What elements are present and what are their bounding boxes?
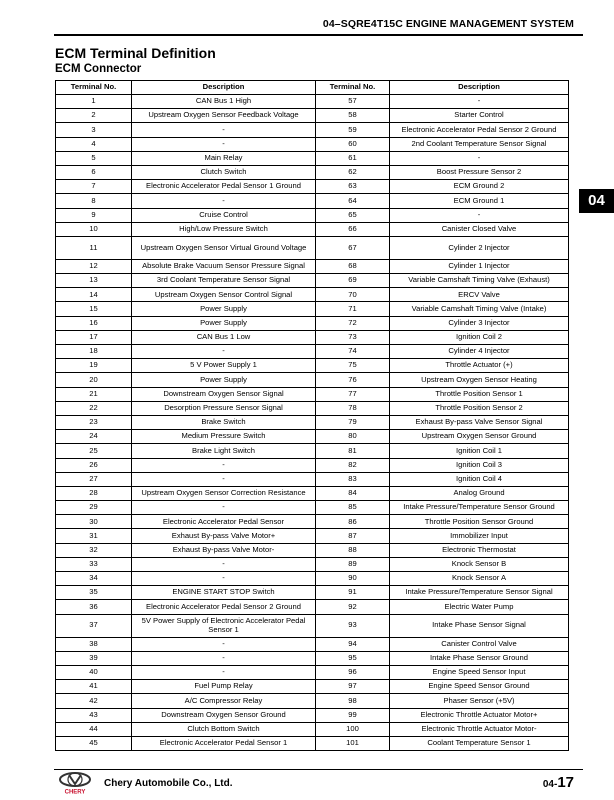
table-row xyxy=(56,137,569,151)
terminal-number-cell: 43 xyxy=(56,708,132,722)
table-row xyxy=(56,345,569,359)
description-cell: Intake Pressure/Temperature Sensor Signal xyxy=(390,586,569,600)
terminal-number-cell: 71 xyxy=(316,302,390,316)
terminal-number-cell: 68 xyxy=(316,259,390,273)
terminal-number-cell: 38 xyxy=(56,637,132,651)
terminal-number-cell: 66 xyxy=(316,222,390,236)
running-header: 04–SQRE4T15C ENGINE MANAGEMENT SYSTEM xyxy=(322,18,574,30)
description-cell: Exhaust By-pass Valve Motor+ xyxy=(132,529,316,543)
table-row xyxy=(56,373,569,387)
description-cell: Medium Pressure Switch xyxy=(132,430,316,444)
description-cell: Variable Camshaft Timing Valve (Exhaust) xyxy=(390,274,569,288)
table-row xyxy=(56,637,569,651)
terminal-number-cell: 32 xyxy=(56,543,132,557)
terminal-number-cell: 10 xyxy=(56,222,132,236)
terminal-number-cell: 18 xyxy=(56,345,132,359)
terminal-number-cell: 74 xyxy=(316,345,390,359)
terminal-number-cell: 30 xyxy=(56,515,132,529)
terminal-number-cell: 34 xyxy=(56,572,132,586)
description-cell: - xyxy=(132,123,316,137)
description-cell: ECM Ground 1 xyxy=(390,194,569,208)
description-cell: Upstream Oxygen Sensor Ground xyxy=(390,430,569,444)
terminal-number-cell: 61 xyxy=(316,151,390,165)
description-cell: - xyxy=(390,208,569,222)
terminal-number-cell: 13 xyxy=(56,274,132,288)
description-cell: Electronic Accelerator Pedal Sensor 1 xyxy=(132,736,316,750)
table-row xyxy=(56,586,569,600)
description-cell: Phaser Sensor (+5V) xyxy=(390,694,569,708)
description-cell: ENGINE START STOP Switch xyxy=(132,586,316,600)
description-cell: Upstream Oxygen Sensor Heating xyxy=(390,373,569,387)
description-cell: Fuel Pump Relay xyxy=(132,680,316,694)
table-row xyxy=(56,288,569,302)
terminal-number-cell: 24 xyxy=(56,430,132,444)
terminal-number-cell: 31 xyxy=(56,529,132,543)
description-cell: Canister Control Valve xyxy=(390,637,569,651)
table-row xyxy=(56,472,569,486)
terminal-number-cell: 58 xyxy=(316,109,390,123)
terminal-number-cell: 6 xyxy=(56,165,132,179)
terminal-number-cell: 15 xyxy=(56,302,132,316)
terminal-number-cell: 26 xyxy=(56,458,132,472)
description-cell: - xyxy=(390,95,569,109)
description-cell: Exhaust By-pass Valve Motor- xyxy=(132,543,316,557)
terminal-number-cell: 28 xyxy=(56,486,132,500)
table-row xyxy=(56,614,569,637)
terminal-number-cell: 95 xyxy=(316,651,390,665)
header-rule xyxy=(54,34,583,36)
terminal-number-cell: 21 xyxy=(56,387,132,401)
description-cell: Ignition Coil 3 xyxy=(390,458,569,472)
description-cell: Starter Control xyxy=(390,109,569,123)
terminal-number-cell: 27 xyxy=(56,472,132,486)
description-cell: Electronic Accelerator Pedal Sensor xyxy=(132,515,316,529)
terminal-number-cell: 94 xyxy=(316,637,390,651)
description-cell: Electronic Throttle Actuator Motor+ xyxy=(390,708,569,722)
ecm-terminal-table xyxy=(55,80,569,751)
terminal-number-cell: 14 xyxy=(56,288,132,302)
description-cell: - xyxy=(132,557,316,571)
description-cell: Cylinder 4 Injector xyxy=(390,345,569,359)
table-header-row xyxy=(56,81,569,95)
terminal-number-cell: 19 xyxy=(56,359,132,373)
column-header: Description xyxy=(132,81,316,95)
table-row xyxy=(56,501,569,515)
description-cell: Power Supply xyxy=(132,302,316,316)
terminal-number-cell: 77 xyxy=(316,387,390,401)
description-cell: Analog Ground xyxy=(390,486,569,500)
description-cell: 3rd Coolant Temperature Sensor Signal xyxy=(132,274,316,288)
terminal-number-cell: 83 xyxy=(316,472,390,486)
terminal-number-cell: 8 xyxy=(56,194,132,208)
terminal-number-cell: 97 xyxy=(316,680,390,694)
terminal-number-cell: 35 xyxy=(56,586,132,600)
terminal-number-cell: 72 xyxy=(316,316,390,330)
section-subtitle: ECM Connector xyxy=(55,63,142,75)
table-row xyxy=(56,572,569,586)
description-cell: Ignition Coil 1 xyxy=(390,444,569,458)
description-cell: Upstream Oxygen Sensor Correction Resistance xyxy=(132,486,316,500)
terminal-number-cell: 88 xyxy=(316,543,390,557)
table-row xyxy=(56,430,569,444)
description-cell: Throttle Position Sensor 2 xyxy=(390,401,569,415)
table-body xyxy=(56,95,569,751)
terminal-number-cell: 63 xyxy=(316,180,390,194)
company-name: Chery Automobile Co., Ltd. xyxy=(104,778,233,789)
description-cell: Electronic Accelerator Pedal Sensor 2 Ground xyxy=(390,123,569,137)
table-row xyxy=(56,165,569,179)
terminal-number-cell: 65 xyxy=(316,208,390,222)
description-cell: Upstream Oxygen Sensor Control Signal xyxy=(132,288,316,302)
terminal-number-cell: 75 xyxy=(316,359,390,373)
description-cell: - xyxy=(132,572,316,586)
table-row xyxy=(56,330,569,344)
description-cell: Electronic Throttle Actuator Motor- xyxy=(390,722,569,736)
column-header: Terminal No. xyxy=(56,81,132,95)
table-row xyxy=(56,515,569,529)
table-row xyxy=(56,274,569,288)
table-row xyxy=(56,708,569,722)
terminal-number-cell: 64 xyxy=(316,194,390,208)
description-cell: Electronic Thermostat xyxy=(390,543,569,557)
terminal-number-cell: 76 xyxy=(316,373,390,387)
description-cell: Canister Closed Valve xyxy=(390,222,569,236)
terminal-number-cell: 73 xyxy=(316,330,390,344)
description-cell: Intake Pressure/Temperature Sensor Ground xyxy=(390,501,569,515)
table-row xyxy=(56,302,569,316)
terminal-number-cell: 4 xyxy=(56,137,132,151)
terminal-number-cell: 37 xyxy=(56,614,132,637)
description-cell: - xyxy=(132,458,316,472)
terminal-number-cell: 86 xyxy=(316,515,390,529)
table-row xyxy=(56,600,569,614)
terminal-number-cell: 57 xyxy=(316,95,390,109)
terminal-number-cell: 2 xyxy=(56,109,132,123)
description-cell: Engine Speed Sensor Input xyxy=(390,665,569,679)
terminal-number-cell: 39 xyxy=(56,651,132,665)
description-cell: 2nd Coolant Temperature Sensor Signal xyxy=(390,137,569,151)
table-row xyxy=(56,236,569,259)
terminal-number-cell: 1 xyxy=(56,95,132,109)
table-row xyxy=(56,109,569,123)
description-cell: Variable Camshaft Timing Valve (Intake) xyxy=(390,302,569,316)
column-header: Terminal No. xyxy=(316,81,390,95)
table-row xyxy=(56,694,569,708)
description-cell: Downstream Oxygen Sensor Signal xyxy=(132,387,316,401)
table-row xyxy=(56,387,569,401)
terminal-number-cell: 3 xyxy=(56,123,132,137)
description-cell: Throttle Position Sensor Ground xyxy=(390,515,569,529)
terminal-number-cell: 60 xyxy=(316,137,390,151)
description-cell: Ignition Coil 4 xyxy=(390,472,569,486)
description-cell: Ignition Coil 2 xyxy=(390,330,569,344)
table-row xyxy=(56,529,569,543)
terminal-number-cell: 29 xyxy=(56,501,132,515)
terminal-number-cell: 44 xyxy=(56,722,132,736)
description-cell: Absolute Brake Vacuum Sensor Pressure Signal xyxy=(132,259,316,273)
terminal-number-cell: 11 xyxy=(56,236,132,259)
table-row xyxy=(56,194,569,208)
table-row xyxy=(56,444,569,458)
table-row xyxy=(56,543,569,557)
terminal-number-cell: 100 xyxy=(316,722,390,736)
terminal-number-cell: 67 xyxy=(316,236,390,259)
terminal-number-cell: 98 xyxy=(316,694,390,708)
terminal-number-cell: 25 xyxy=(56,444,132,458)
table-row xyxy=(56,222,569,236)
description-cell: Intake Phase Sensor Signal xyxy=(390,614,569,637)
description-cell: - xyxy=(390,151,569,165)
terminal-number-cell: 9 xyxy=(56,208,132,222)
description-cell: Main Relay xyxy=(132,151,316,165)
description-cell: Brake Light Switch xyxy=(132,444,316,458)
terminal-number-cell: 42 xyxy=(56,694,132,708)
description-cell: Power Supply xyxy=(132,316,316,330)
chery-logo-icon xyxy=(57,771,93,795)
description-cell: Electronic Accelerator Pedal Sensor 2 Ground xyxy=(132,600,316,614)
description-cell: Clutch Switch xyxy=(132,165,316,179)
description-cell: Cylinder 2 Injector xyxy=(390,236,569,259)
description-cell: - xyxy=(132,194,316,208)
description-cell: Upstream Oxygen Sensor Feedback Voltage xyxy=(132,109,316,123)
terminal-number-cell: 45 xyxy=(56,736,132,750)
terminal-number-cell: 36 xyxy=(56,600,132,614)
description-cell: Upstream Oxygen Sensor Virtual Ground Voltage xyxy=(132,236,316,259)
description-cell: Cruise Control xyxy=(132,208,316,222)
description-cell: Power Supply xyxy=(132,373,316,387)
terminal-number-cell: 22 xyxy=(56,401,132,415)
description-cell: Immobilizer Input xyxy=(390,529,569,543)
description-cell: Desorption Pressure Sensor Signal xyxy=(132,401,316,415)
terminal-number-cell: 20 xyxy=(56,373,132,387)
terminal-number-cell: 80 xyxy=(316,430,390,444)
terminal-number-cell: 78 xyxy=(316,401,390,415)
description-cell: Cylinder 3 Injector xyxy=(390,316,569,330)
terminal-number-cell: 23 xyxy=(56,415,132,429)
terminal-number-cell: 7 xyxy=(56,180,132,194)
table-row xyxy=(56,458,569,472)
description-cell: 5 V Power Supply 1 xyxy=(132,359,316,373)
table-row xyxy=(56,151,569,165)
terminal-number-cell: 84 xyxy=(316,486,390,500)
description-cell: - xyxy=(132,651,316,665)
description-cell: Cylinder 1 Injector xyxy=(390,259,569,273)
terminal-number-cell: 99 xyxy=(316,708,390,722)
footer-rule xyxy=(54,769,583,770)
table-row xyxy=(56,95,569,109)
description-cell: Knock Sensor A xyxy=(390,572,569,586)
terminal-number-cell: 96 xyxy=(316,665,390,679)
table-row xyxy=(56,180,569,194)
table-row xyxy=(56,259,569,273)
terminal-number-cell: 93 xyxy=(316,614,390,637)
terminal-number-cell: 59 xyxy=(316,123,390,137)
table-row xyxy=(56,208,569,222)
description-cell: High/Low Pressure Switch xyxy=(132,222,316,236)
description-cell: Downstream Oxygen Sensor Ground xyxy=(132,708,316,722)
terminal-number-cell: 82 xyxy=(316,458,390,472)
terminal-number-cell: 79 xyxy=(316,415,390,429)
table-row xyxy=(56,722,569,736)
terminal-number-cell: 62 xyxy=(316,165,390,179)
description-cell: 5V Power Supply of Electronic Accelerator Pedal Sensor 1 xyxy=(132,614,316,637)
section-title: ECM Terminal Definition xyxy=(55,45,216,61)
description-cell: Intake Phase Sensor Ground xyxy=(390,651,569,665)
terminal-number-cell: 89 xyxy=(316,557,390,571)
terminal-number-cell: 16 xyxy=(56,316,132,330)
table-row xyxy=(56,651,569,665)
table-row xyxy=(56,680,569,694)
table-row xyxy=(56,557,569,571)
description-cell: - xyxy=(132,665,316,679)
terminal-number-cell: 85 xyxy=(316,501,390,515)
terminal-number-cell: 17 xyxy=(56,330,132,344)
description-cell: Boost Pressure Sensor 2 xyxy=(390,165,569,179)
terminal-number-cell: 90 xyxy=(316,572,390,586)
description-cell: Knock Sensor B xyxy=(390,557,569,571)
table-row xyxy=(56,415,569,429)
description-cell: Electronic Accelerator Pedal Sensor 1 Ground xyxy=(132,180,316,194)
description-cell: - xyxy=(132,637,316,651)
description-cell: Electric Water Pump xyxy=(390,600,569,614)
terminal-number-cell: 87 xyxy=(316,529,390,543)
description-cell: Throttle Actuator (+) xyxy=(390,359,569,373)
table-row xyxy=(56,359,569,373)
description-cell: - xyxy=(132,472,316,486)
description-cell: A/C Compressor Relay xyxy=(132,694,316,708)
terminal-number-cell: 40 xyxy=(56,665,132,679)
description-cell: Clutch Bottom Switch xyxy=(132,722,316,736)
description-cell: Throttle Position Sensor 1 xyxy=(390,387,569,401)
description-cell: - xyxy=(132,345,316,359)
terminal-number-cell: 101 xyxy=(316,736,390,750)
description-cell: - xyxy=(132,501,316,515)
terminal-number-cell: 12 xyxy=(56,259,132,273)
chapter-tab: 04 xyxy=(579,189,614,213)
terminal-number-cell: 33 xyxy=(56,557,132,571)
terminal-number-cell: 69 xyxy=(316,274,390,288)
description-cell: - xyxy=(132,137,316,151)
description-cell: Brake Switch xyxy=(132,415,316,429)
terminal-number-cell: 70 xyxy=(316,288,390,302)
table-row xyxy=(56,123,569,137)
terminal-number-cell: 92 xyxy=(316,600,390,614)
description-cell: Engine Speed Sensor Ground xyxy=(390,680,569,694)
terminal-number-cell: 41 xyxy=(56,680,132,694)
description-cell: CAN Bus 1 High xyxy=(132,95,316,109)
description-cell: ECM Ground 2 xyxy=(390,180,569,194)
page-number: 04-17 xyxy=(542,774,574,791)
column-header: Description xyxy=(390,81,569,95)
description-cell: Exhaust By-pass Valve Sensor Signal xyxy=(390,415,569,429)
terminal-number-cell: 5 xyxy=(56,151,132,165)
table-row xyxy=(56,401,569,415)
svg-text:CHERY: CHERY xyxy=(64,789,86,795)
table-row xyxy=(56,316,569,330)
table-row xyxy=(56,736,569,750)
terminal-number-cell: 81 xyxy=(316,444,390,458)
description-cell: CAN Bus 1 Low xyxy=(132,330,316,344)
description-cell: ERCV Valve xyxy=(390,288,569,302)
description-cell: Coolant Temperature Sensor 1 xyxy=(390,736,569,750)
terminal-number-cell: 91 xyxy=(316,586,390,600)
table-row xyxy=(56,665,569,679)
table-row xyxy=(56,486,569,500)
